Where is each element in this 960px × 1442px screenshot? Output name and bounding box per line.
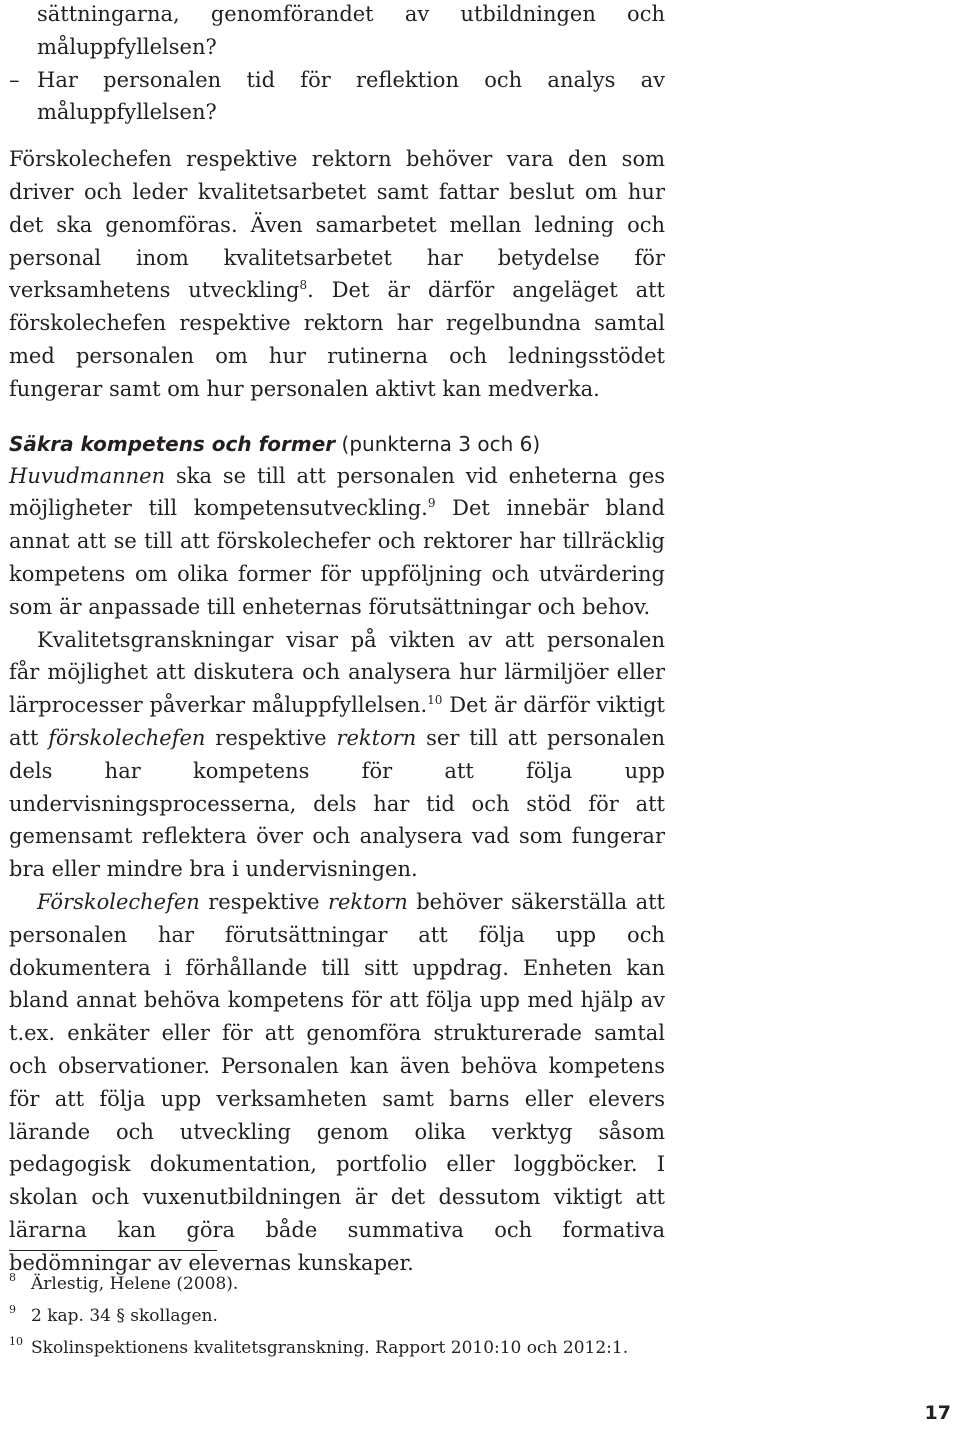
dash-bullet: –	[9, 67, 20, 92]
footnote-ref-9: 9	[427, 496, 436, 511]
paragraph-quality-reviews	[9, 624, 665, 886]
footnote-text: Ärlestig, Helene (2008).	[31, 1274, 239, 1294]
paragraph-documentation	[9, 886, 665, 1280]
paragraph-text: Det innebär bland annat att se till att förskolechefer och rektorer har tillräcklig kompetens om olika former för uppföljning och utvärdering som är anpassade till enheternas förutsättningar och behov.	[9, 496, 665, 619]
footnote-item	[9, 1300, 709, 1332]
italic-term: rektorn	[336, 725, 417, 750]
footnote-item	[9, 1332, 709, 1364]
italic-term: förskolechefen	[48, 725, 206, 750]
footnote-ref-10: 10	[427, 693, 443, 708]
paragraph-leadership	[9, 143, 665, 405]
paragraph-text: . Det är därför angeläget att förskolechefen respektive rektorn har regelbundna samtal med personalen om hur rutinerna och ledningsstödet fungerar samt om hur personalen aktivt kan medverka.	[9, 278, 665, 401]
footnote-text: Skolinspektionens kvalitetsgranskning. Rapport 2010:10 och 2012:1.	[31, 1338, 629, 1358]
paragraph-text: ser till att personalen dels har kompetens för att följa upp undervisningsprocesserna, dels har tid och stöd för att gemensamt reflektera över och analysera vad som fungerar bra eller mindre bra i undervisningen.	[9, 725, 665, 882]
paragraph-text: respektive	[199, 889, 328, 914]
section	[9, 428, 665, 1280]
italic-term: Huvudmannen	[9, 463, 166, 488]
italic-term: rektorn	[327, 889, 408, 914]
paragraph-text: respektive	[205, 725, 337, 750]
italic-term: Förskolechefen	[37, 889, 200, 914]
paragraph-text: behöver säkerställa att personalen har förutsättningar att följa upp och dokumentera i förhållande till sitt uppdrag. Enheten kan bland annat behöva kompetens för att följa upp med hjälp av t.ex. enkäter eller för att genomföra strukturerade samtal och observationer. Personalen kan även behöva kompetens för att följa upp verksamheten samt barns eller elevers lärande och utveckling genom olika verktyg såsom pedagogisk dokumentation, portfolio eller loggböcker. I skolan och vuxenutbildningen är det dessutom viktigt att lärarna kan göra både summativa och formativa bedömningar av elevernas kunskaper.	[9, 889, 665, 1275]
paragraph-text: Det är därför viktigt att	[9, 693, 665, 750]
paragraph-text: ska se till att personalen vid enheterna ges möjligheter till kompetensutveckling.	[9, 463, 665, 521]
heading-normal-text: (punkterna 3 och 6)	[335, 431, 541, 456]
page-number: 17	[924, 1402, 951, 1424]
footnote-ref-8: 8	[299, 278, 308, 293]
footnote-divider	[9, 1250, 217, 1251]
paragraph-text: Kvalitetsgranskningar visar på vikten av att personalen får möjlighet att diskutera och analysera hur lärmiljöer eller lärprocesser påverkar måluppfyllelsen.	[9, 627, 665, 718]
footnote-number: 10	[9, 1335, 23, 1348]
heading-bold-text: Säkra kompetens och former	[9, 431, 336, 456]
section-heading	[9, 428, 665, 460]
footnotes	[9, 1268, 709, 1364]
document-body	[9, 0, 665, 1279]
bullet-continuation: sättningarna, genomförandet av utbildningen och måluppfyllelsen?	[37, 2, 665, 59]
footnote-item	[9, 1268, 709, 1300]
footnote-text: 2 kap. 34 § skollagen.	[31, 1306, 218, 1326]
footnote-number: 9	[9, 1303, 16, 1316]
bullet-text: Har personalen tid för reflektion och analys av måluppfyllelsen?	[37, 67, 665, 125]
paragraph-competence	[9, 460, 665, 624]
bullet-item	[9, 64, 665, 130]
footnote-number: 8	[9, 1271, 16, 1284]
paragraph-text: Förskolechefen respektive rektorn behöver vara den som driver och leder kvalitetsarbetet samt fattar beslut om hur det ska genomföras. Även samarbetet mellan ledning och personal inom kvalitetsarbetet har betydelse för verksamhetens utveckling	[9, 147, 665, 303]
